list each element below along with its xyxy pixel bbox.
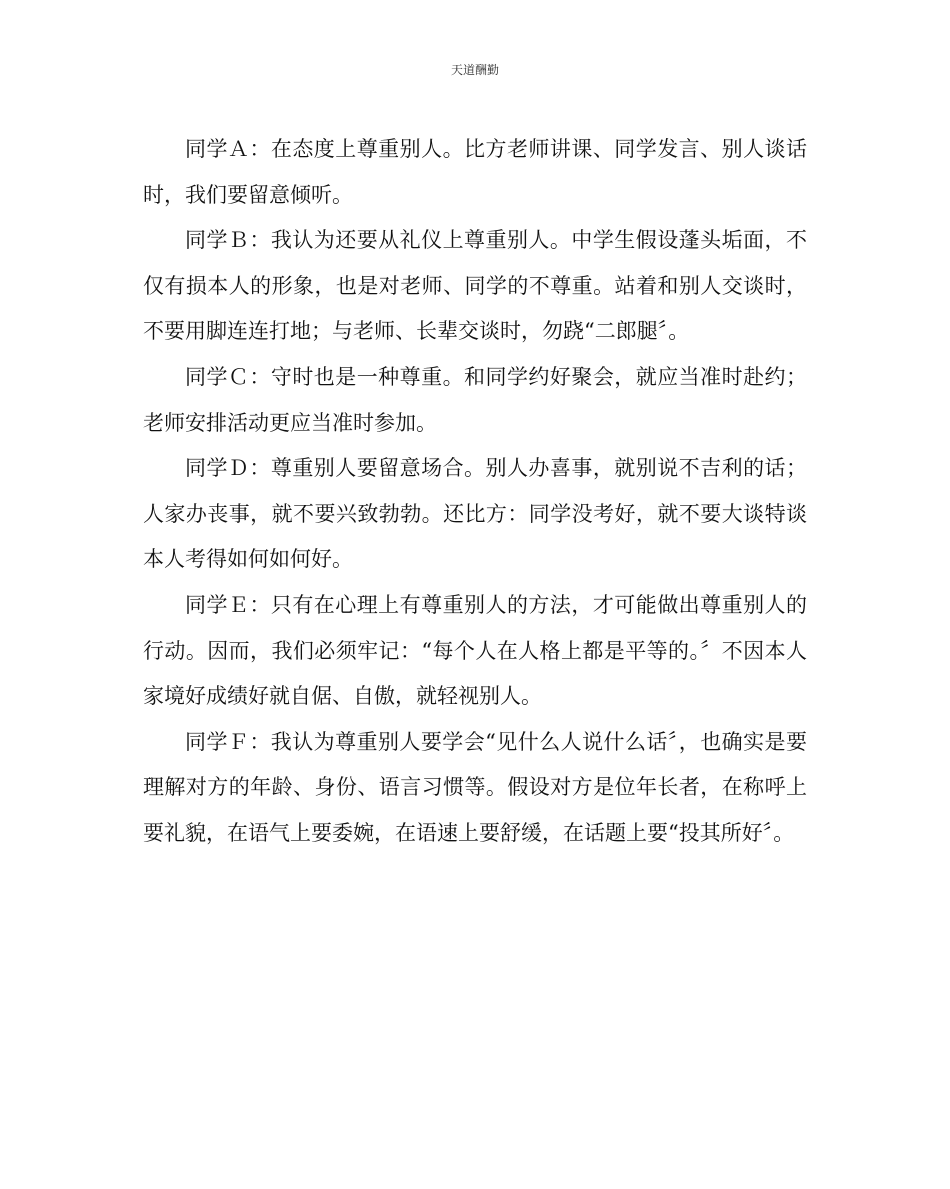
document-body	[143, 127, 807, 857]
paragraph-student-c: 同学Ｃ：守时也是一种尊重。和同学约好聚会，就应当准时赴约；老师安排活动更应当准时参加。	[143, 364, 807, 435]
paragraph-student-f: 同学Ｆ：我认为尊重别人要学会“见什么人说什么话〞，也确实是要理解对方的年龄、身份、语言习惯等。假设对方是位年长者，在称呼上要礼貌，在语气上要委婉，在语速上要舒缓，在话题上要“投其所好〞。	[143, 729, 807, 845]
paragraph-student-b: 同学Ｂ：我认为还要从礼仪上尊重别人。中学生假设蓬头垢面，不仅有损本人的形象，也是对老师、同学的不尊重。站着和别人交谈时，不要用脚连连打地；与老师、长辈交谈时，勿跷“二郎腿〞。	[143, 228, 807, 344]
page-header: 天道酬勤	[450, 63, 499, 77]
paragraph-student-d: 同学Ｄ：尊重别人要留意场合。别人办喜事，就别说不吉利的话；人家办丧事，就不要兴致勃勃。还比方：同学没考好，就不要大谈特谈本人考得如何如何好。	[143, 456, 807, 572]
paragraph-student-e: 同学Ｅ：只有在心理上有尊重别人的方法，才可能做出尊重别人的行动。因而，我们必须牢记：“每个人在人格上都是平等的。〞不因本人家境好成绩好就自倨、自傲，就轻视别人。	[143, 592, 807, 709]
paragraph-student-a: 同学Ａ：在态度上尊重别人。比方老师讲课、同学发言、别人谈话时，我们要留意倾听。	[143, 137, 807, 207]
